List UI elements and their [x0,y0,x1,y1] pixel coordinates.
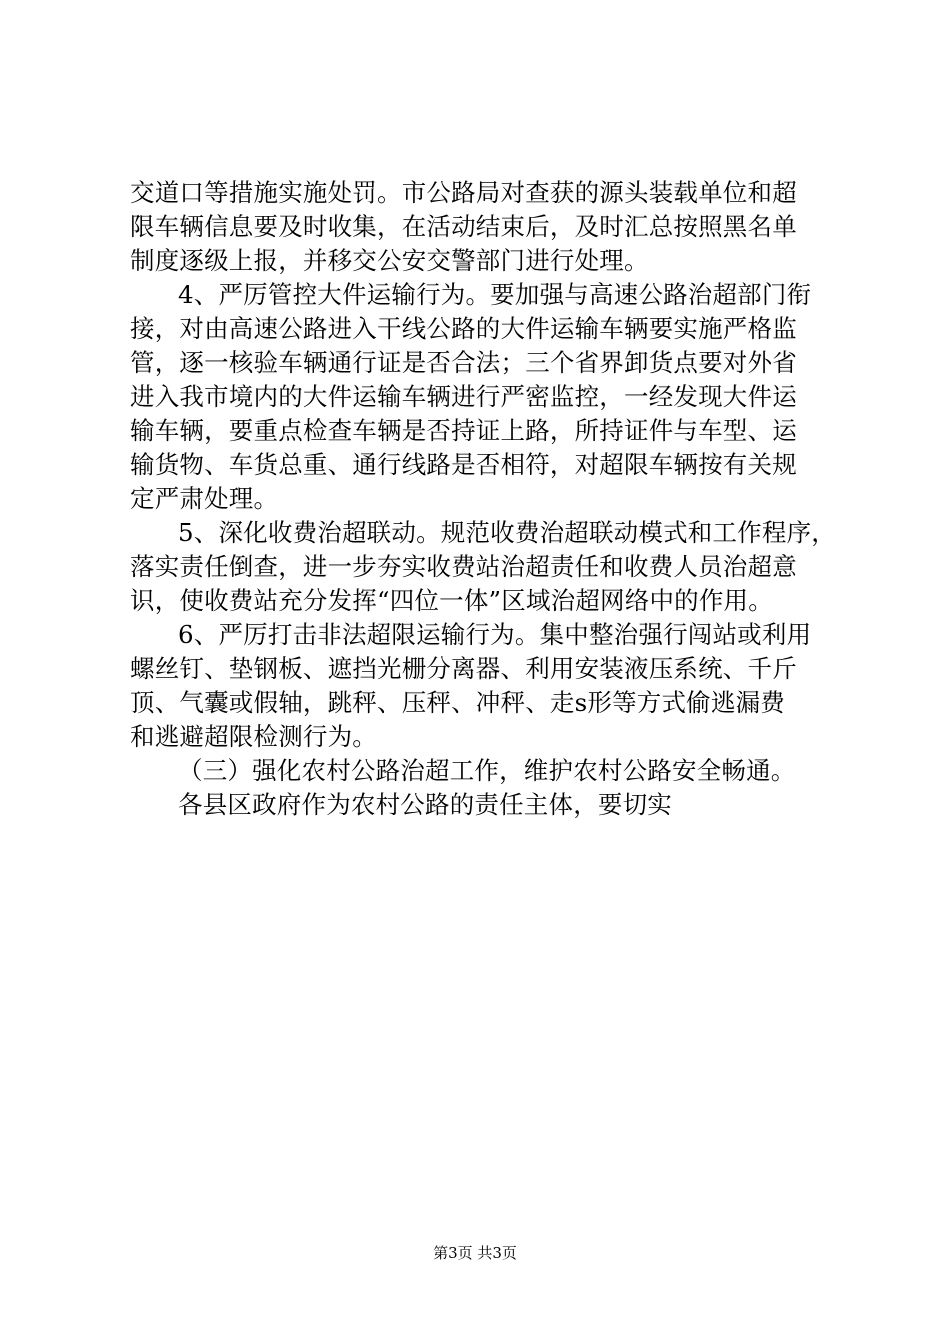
text-line: 交道口等措施实施处罚。市公路局对查获的源头装载单位和超 [130,178,797,207]
text-line: 管，逐一核验车辆通行证是否合法；三个省界卸货点要对外省 [130,348,797,377]
text-line: 落实责任倒查，进一步夯实收费站治超责任和收费人员治超意 [130,552,797,581]
text-line: 制度逐级上报，并移交公安交警部门进行处理。 [130,246,649,275]
text-line: 限车辆信息要及时收集，在活动结束后，及时汇总按照黑名单 [130,212,797,241]
text-line: 顶、气囊或假轴，跳秤、压秤、冲秤、走s形等方式偷逃漏费 [130,688,785,717]
text-line: 输车辆，要重点检查车辆是否持证上路，所持证件与车型、运 [130,416,797,445]
text-line: 螺丝钉、垫钢板、遮挡光栅分离器、利用安装液压系统、千斤 [130,654,797,683]
text-line: 进入我市境内的大件运输车辆进行严密监控，一经发现大件运 [130,382,797,411]
text-line: 和逃避超限检测行为。 [130,722,377,751]
document-body [130,176,836,822]
text-line: 定严肃处理。 [130,484,279,513]
page-number-footer: 第3页 共3页 [433,1244,517,1262]
text-line: 输货物、车货总重、通行线路是否相符，对超限车辆按有关规 [130,450,797,479]
paragraph-heading-4: 4、严厉管控大件运输行为。要加强与高速公路治超部门衔 [178,280,812,309]
text-line: 各县区政府作为农村公路的责任主体，要切实 [178,790,672,819]
text-line: 识，使收费站充分发挥“四位一体”区域治超网络中的作用。 [130,586,773,615]
paragraph-heading-5: 5、深化收费治超联动。规范收费治超联动模式和工作程序， [178,518,836,547]
text-line: 接，对由高速公路进入干线公路的大件运输车辆要实施严格监 [130,314,797,343]
paragraph-heading-6: 6、严厉打击非法超限运输行为。集中整治强行闯站或利用 [178,620,812,649]
section-heading-3: （三）强化农村公路治超工作，维护农村公路安全畅通。 [178,756,796,785]
